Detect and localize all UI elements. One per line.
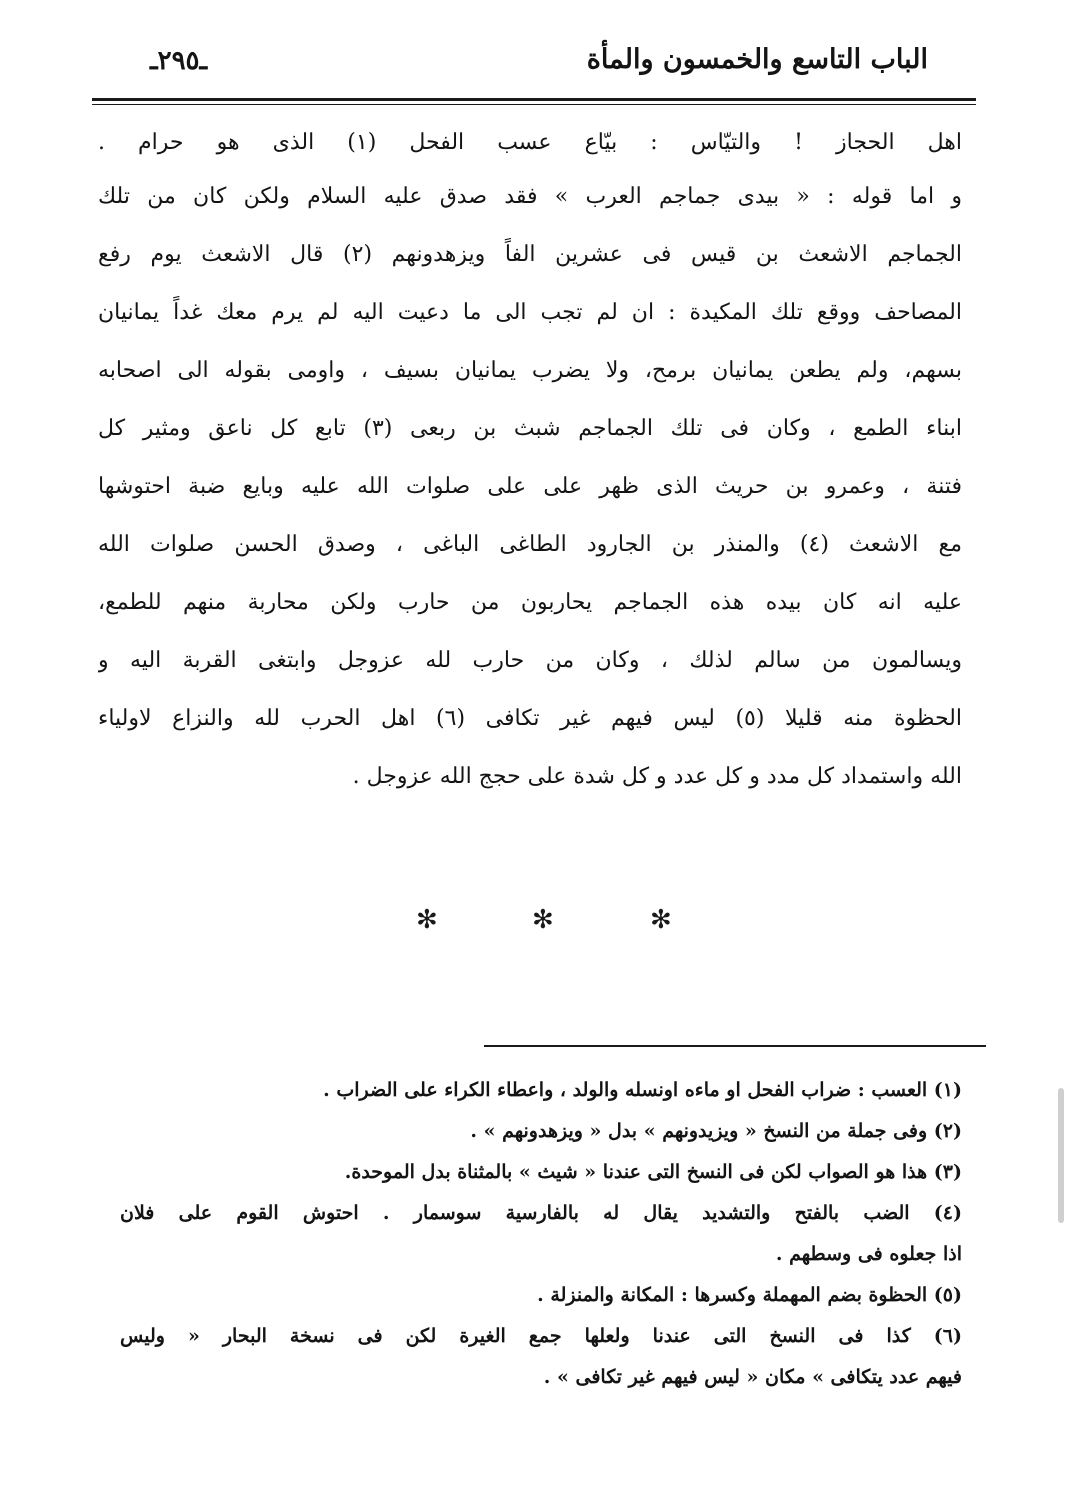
text-line-4: المصاحف ووقع تلك المكيدة : ان لم تجب الى ما دعيت اليه لم يرم معك غداً يمانيان bbox=[98, 300, 962, 325]
page-number: ـ٢٩٥ـ bbox=[150, 46, 208, 76]
text-line-8: مع الاشعث (٤) والمنذر بن الجارود الطاغى الباغى ، وصدق الحسن صلوات الله bbox=[98, 532, 962, 557]
text-line-10: ويسالمون من سالم لذلك ، وكان من حارب لله عزوجل وابتغى القربة اليه و bbox=[98, 648, 962, 673]
text-line-7: فتنة ، وعمرو بن حريث الذى ظهر على على صلوات الله عليه وبايع ضبة احتوشها bbox=[98, 474, 962, 499]
footnote-rule bbox=[484, 1045, 986, 1047]
footnote-line: (٢) وفى جملة من النسخ « ويزيدونهم » بدل « ويزهدونهم » . bbox=[470, 1120, 962, 1142]
section-separator bbox=[0, 905, 1080, 945]
text-line-1: اهل الحجاز ! والتيّاس : بيّاع عسب الفحل (١) الذى هو حرام . bbox=[98, 130, 962, 155]
running-title: الباب التاسع والخمسون والمأة bbox=[586, 44, 928, 75]
main-text bbox=[98, 118, 962, 806]
text-line-12: الله واستمداد كل مدد و كل عدد و كل شدة على حجج الله عزوجل . bbox=[352, 764, 962, 789]
footnote-line: (٥) الحظوة بضم المهملة وكسرها : المكانة والمنزلة . bbox=[537, 1284, 962, 1306]
footnotes bbox=[120, 1070, 962, 1398]
footnote-line: اذا جعلوه فى وسطهم . bbox=[775, 1243, 962, 1265]
header-rule bbox=[92, 98, 976, 101]
footnote-line: فيهم عدد يتكافى » مكان « ليس فيهم غير تكافى » . bbox=[543, 1366, 962, 1388]
footnote-line: (٣) هذا هو الصواب لكن فى النسخ التى عندنا « شيث » بالمثناة بدل الموحدة. bbox=[344, 1161, 962, 1183]
text-line-6: ابناء الطمع ، وكان فى تلك الجماجم شبث بن ربعى (٣) تابع كل ناعق ومثير كل bbox=[98, 416, 962, 441]
footnote-line: (١) العسب : ضراب الفحل او ماءه اونسله والولد ، واعطاء الكراء على الضراب . bbox=[323, 1079, 962, 1101]
asterisk-icon: ✻ bbox=[532, 905, 554, 935]
scrollbar-thumb[interactable] bbox=[1058, 1088, 1064, 1223]
header-rule-thin bbox=[92, 104, 976, 105]
text-line-11: الحظوة منه قليلا (٥) ليس فيهم غير تكافى (٦) اهل الحرب لله والنزاع لاولياء bbox=[98, 706, 962, 731]
asterisk-icon: ✻ bbox=[416, 905, 438, 935]
text-line-9: عليه انه كان بيده هذه الجماجم يحاربون من حارب ولكن محاربة منهم للطمع، bbox=[98, 590, 962, 615]
asterisk-icon: ✻ bbox=[650, 905, 672, 935]
footnote-line: (٤) الضب بالفتح والتشديد يقال له بالفارسية سوسمار . احتوش القوم على فلان bbox=[120, 1202, 962, 1224]
text-line-3: الجماجم الاشعث بن قيس فى عشرين الفاً ويزهدونهم (٢) قال الاشعث يوم رفع bbox=[98, 242, 962, 267]
text-line-2: و اما قوله : « بيدى جماجم العرب » فقد صدق عليه السلام ولكن كان من تلك bbox=[98, 184, 962, 209]
page-header bbox=[92, 38, 928, 88]
footnote-line: (٦) كذا فى النسخ التى عندنا ولعلها جمع الغيرة لكن فى نسخة البحار « وليس bbox=[120, 1325, 962, 1347]
text-line-5: بسهم، ولم يطعن يمانيان برمح، ولا يضرب يمانيان بسيف ، واومى بقوله الى اصحابه bbox=[98, 358, 962, 383]
